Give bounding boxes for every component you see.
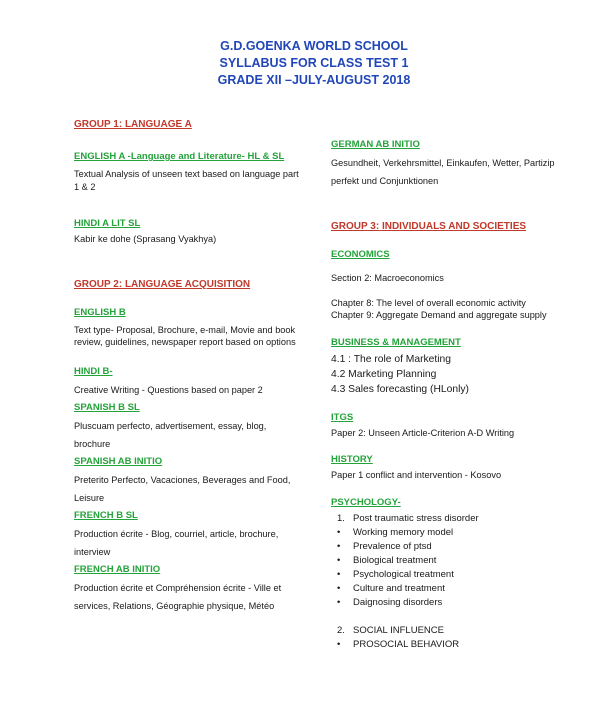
hindi-b-title: HINDI B-: [74, 365, 113, 377]
group-1-prefix: GROUP 1:: [74, 119, 123, 130]
french-ab-title: FRENCH AB INITIO: [74, 563, 161, 575]
list-item: [331, 624, 571, 638]
hindi-b-text: Creative Writing - Questions based on paper 2: [74, 384, 263, 395]
hindi-a-text: Kabir ke dohe (Sprasang Vyakhya): [74, 234, 217, 244]
english-b-text: Text type- Proposal, Brochure, e-mail, Movie and book review, guidelines, newspaper report based on options: [74, 324, 296, 347]
group-3-name: INDIVIDUALS AND SOCIETIES: [379, 221, 527, 232]
english-a-text: Textual Analysis of unseen text based on language part 1 & 2: [74, 169, 299, 192]
list-item: [331, 512, 571, 526]
list-item: • Culture and treatment: [331, 582, 571, 596]
psychology-list-2: [331, 624, 571, 638]
german-ab-text: Gesundheit, Verkehrsmittel, Einkaufen, Wetter, Partizip perfekt und Conjunktionen: [331, 158, 555, 186]
economics-title: ECONOMICS: [331, 249, 390, 260]
list-item-text: Post traumatic stress disorder: [353, 512, 479, 524]
school-name: G.D.GOENKA WORLD SCHOOL: [220, 39, 408, 53]
grade-line: GRADE XII –JULY-AUGUST 2018: [217, 73, 411, 87]
spanish-ab-text: Preterito Perfecto, Vacaciones, Beverages and Food, Leisure: [74, 474, 291, 503]
group-3-heading: [331, 220, 571, 234]
psychology-list-1: [331, 512, 571, 526]
itgs-title: ITGS: [331, 411, 354, 423]
economics-line-2: Chapter 8: The level of overall economic activity: [331, 297, 526, 308]
list-item: • Biological treatment: [331, 554, 571, 568]
economics-line-1: Section 2: Macroeconomics: [331, 273, 444, 283]
list-item: • Daignosing disorders: [331, 596, 571, 610]
english-b-title: ENGLISH B: [74, 306, 126, 318]
list-item: • Working memory model: [331, 526, 571, 540]
list-item-text: SOCIAL INFLUENCE: [353, 624, 444, 636]
business-line-3: 4.3 Sales forecasting (HLonly): [331, 383, 469, 395]
german-ab-title: GERMAN AB INITIO: [331, 139, 420, 150]
psychology-bullets-2: [331, 638, 571, 652]
french-b-text: Production écrite - Blog, courriel, article, brochure, interview: [74, 528, 279, 557]
group-2-heading: [74, 278, 302, 292]
history-text: Paper 1 conflict and intervention - Kosovo: [331, 470, 502, 480]
spanish-ab-title: SPANISH AB INITIO: [74, 455, 163, 467]
business-line-1: 4.1 : The role of Marketing: [331, 353, 452, 365]
group-3-prefix: GROUP 3:: [331, 221, 380, 232]
group-1-heading: [74, 118, 302, 132]
spanish-b-text: Pluscuam perfecto, advertisement, essay, blog, brochure: [74, 420, 267, 449]
group-2-prefix: GROUP 2:: [74, 278, 123, 290]
left-column: [74, 118, 302, 615]
spanish-b-title: SPANISH B SL: [74, 401, 140, 413]
hindi-a-title: HINDI A LIT SL: [74, 218, 141, 229]
economics-line-3: Chapter 9: Aggregate Demand and aggregate supply: [331, 310, 547, 320]
psychology-title: PSYCHOLOGY-: [331, 496, 401, 508]
french-b-title: FRENCH B SL: [74, 509, 138, 521]
psychology-bullets-1: [331, 526, 571, 610]
list-number: 2.: [337, 624, 345, 636]
list-item: • PROSOCIAL BEHAVIOR: [331, 638, 571, 652]
english-a-title: ENGLISH A -Language and Literature- HL & SL: [74, 151, 285, 162]
itgs-text: Paper 2: Unseen Article-Criterion A-D Writing: [331, 427, 515, 438]
syllabus-title: SYLLABUS FOR CLASS TEST 1: [219, 56, 409, 70]
group-2-name: LANGUAGE ACQUISITION: [122, 278, 251, 290]
business-line-2: 4.2 Marketing Planning: [331, 368, 437, 380]
document-header: [0, 38, 600, 89]
list-item: • Psychological treatment: [331, 568, 571, 582]
french-ab-text: Production écrite et Compréhension écrite - Ville et services, Relations, Géographie physique, Météo: [74, 582, 282, 611]
right-column: [331, 136, 571, 652]
history-title: HISTORY: [331, 454, 373, 465]
business-title: BUSINESS & MANAGEMENT: [331, 336, 461, 348]
list-number: 1.: [337, 512, 345, 524]
group-1-name: LANGUAGE A: [122, 119, 192, 130]
list-item: • Prevalence of ptsd: [331, 540, 571, 554]
